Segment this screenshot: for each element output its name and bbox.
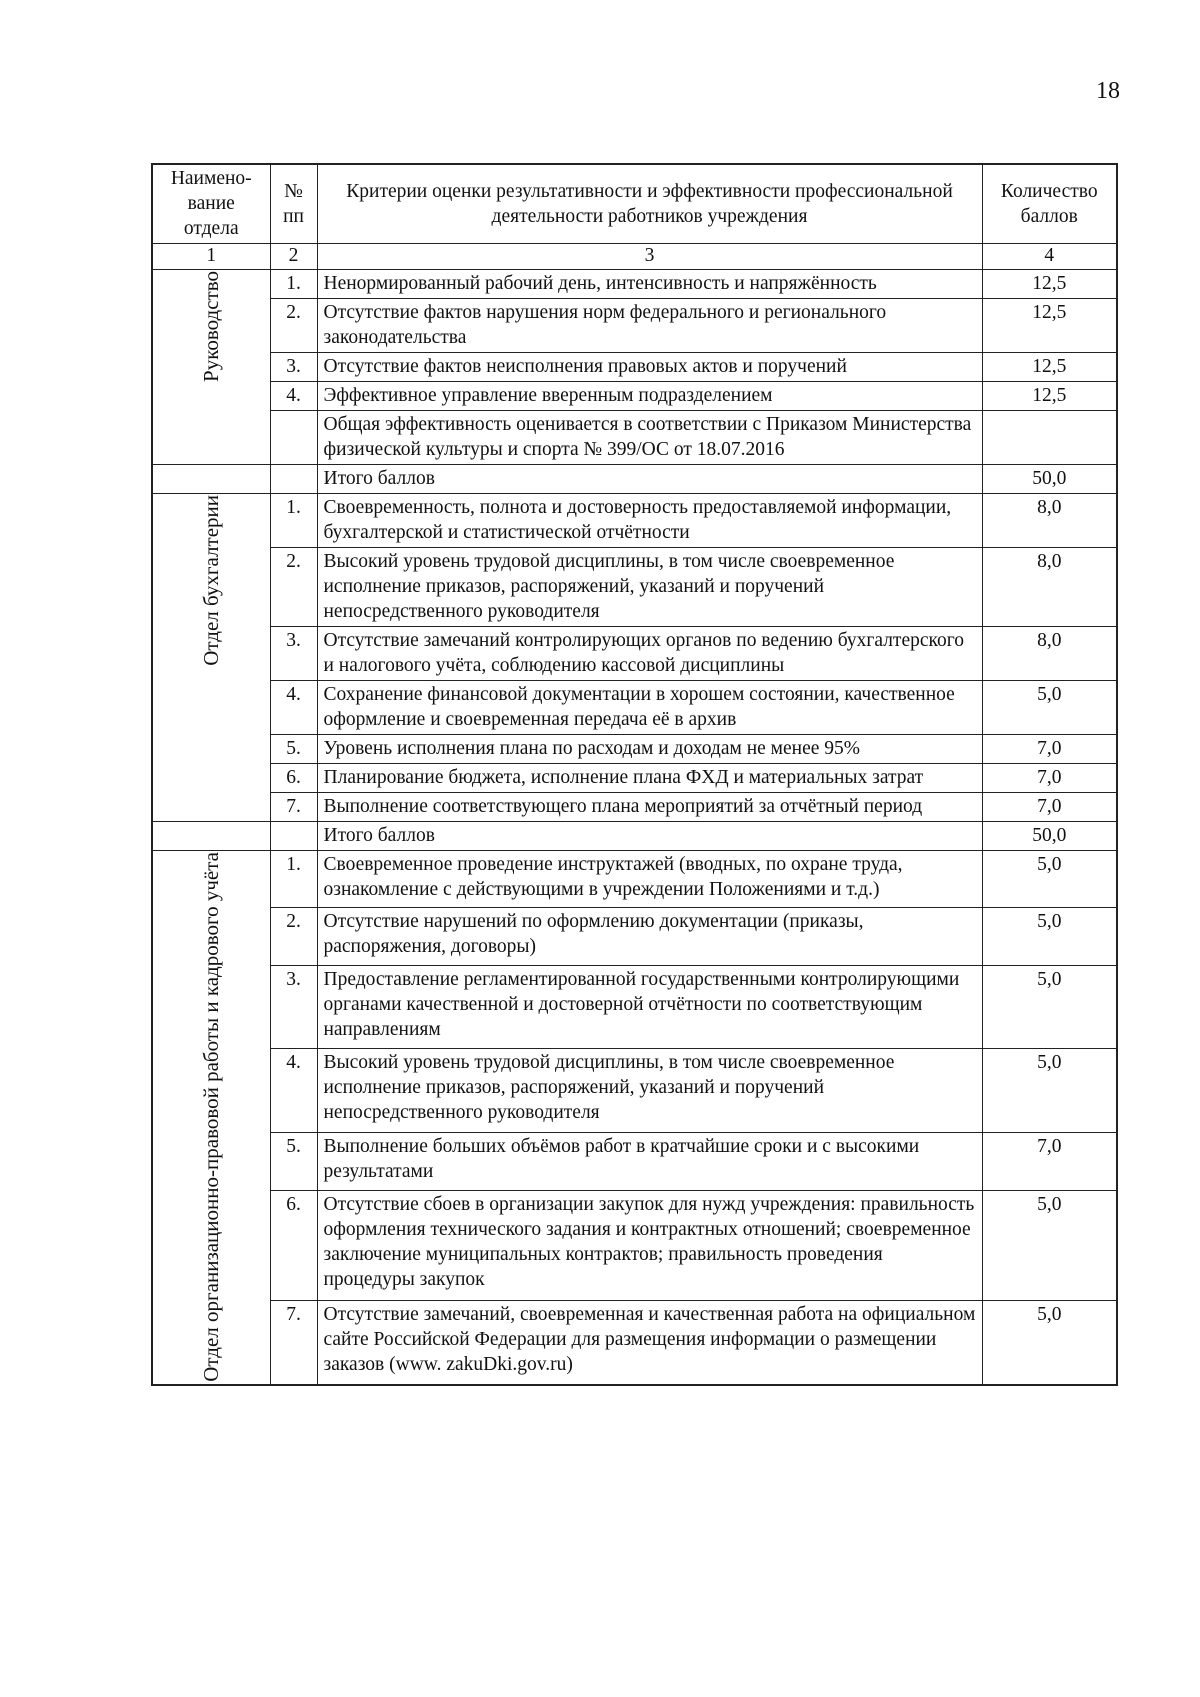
column-index-row bbox=[152, 244, 1117, 270]
score-value: 5,0 bbox=[982, 851, 1117, 908]
row-number-empty bbox=[270, 822, 317, 851]
total-score: 50,0 bbox=[982, 465, 1117, 494]
criterion-text: Отсутствие замечаний контролирующих органов по ведению бухгалтерского и налогового учёта, соблюдению кассовой дисциплины bbox=[317, 627, 982, 681]
row-number: 4. bbox=[270, 382, 317, 411]
criterion-text: Ненормированный рабочий день, интенсивность и напряжённость bbox=[317, 270, 982, 299]
criterion-text: Высокий уровень трудовой дисциплины, в том числе своевременное исполнение приказов, распоряжений, указаний и поручений непосредственного руководителя bbox=[317, 548, 982, 627]
score-value: 7,0 bbox=[982, 764, 1117, 793]
column-index: 3 bbox=[317, 244, 982, 270]
row-number: 4. bbox=[270, 1049, 317, 1133]
table-row bbox=[152, 353, 1117, 382]
score-value: 12,5 bbox=[982, 270, 1117, 299]
table-row bbox=[152, 764, 1117, 793]
score-value: 5,0 bbox=[982, 1190, 1117, 1300]
table-row bbox=[152, 965, 1117, 1049]
row-number: 3. bbox=[270, 965, 317, 1049]
criterion-text: Отсутствие нарушений по оформлению документации (приказы, распоряжения, договоры) bbox=[317, 908, 982, 965]
row-number: 2. bbox=[270, 548, 317, 627]
row-number: 3. bbox=[270, 353, 317, 382]
row-number-empty bbox=[270, 465, 317, 494]
column-index: 1 bbox=[152, 244, 270, 270]
score-value: 8,0 bbox=[982, 548, 1117, 627]
department-empty bbox=[152, 822, 270, 851]
criterion-text: Своевременность, полнота и достоверность предоставляемой информации, бухгалтерской и статистической отчётности bbox=[317, 494, 982, 548]
page-number: 18 bbox=[1096, 78, 1120, 104]
score-value: 5,0 bbox=[982, 1300, 1117, 1384]
row-number: 5. bbox=[270, 1133, 317, 1190]
table-row bbox=[152, 1049, 1117, 1133]
table-row bbox=[152, 1190, 1117, 1300]
table-row bbox=[152, 299, 1117, 353]
table-row bbox=[152, 793, 1117, 822]
table-row bbox=[152, 735, 1117, 764]
criterion-text: Высокий уровень трудовой дисциплины, в том числе своевременное исполнение приказов, распоряжений, указаний и поручений непосредственного руководителя bbox=[317, 1049, 982, 1133]
table-row bbox=[152, 1300, 1117, 1384]
header-department: Наимено-вание отдела bbox=[152, 164, 270, 244]
total-row bbox=[152, 822, 1117, 851]
score-value: 7,0 bbox=[982, 1133, 1117, 1190]
table-row bbox=[152, 1133, 1117, 1190]
criterion-text: Уровень исполнения плана по расходам и доходам не менее 95% bbox=[317, 735, 982, 764]
department-cell bbox=[152, 270, 270, 465]
criterion-text: Отсутствие сбоев в организации закупок для нужд учреждения: правильность оформления технического задания и контрактных отношений; своевременное заключение муниципальных контрактов; правильность проведения процедуры закупок bbox=[317, 1190, 982, 1300]
header-number: № пп bbox=[270, 164, 317, 244]
criterion-text: Отсутствие замечаний, своевременная и качественная работа на официальном сайте Российской Федерации для размещения информации о размещении заказов (www. zakuDki.gov.ru) bbox=[317, 1300, 982, 1384]
table-row bbox=[152, 382, 1117, 411]
row-number: 3. bbox=[270, 627, 317, 681]
score-value: 12,5 bbox=[982, 382, 1117, 411]
row-number: 2. bbox=[270, 299, 317, 353]
score-value: 7,0 bbox=[982, 793, 1117, 822]
column-index: 4 bbox=[982, 244, 1117, 270]
criterion-text: Своевременное проведение инструктажей (вводных, по охране труда, ознакомление с действующими в учреждении Положениями и т.д.) bbox=[317, 851, 982, 908]
criterion-text: Отсутствие фактов неисполнения правовых актов и поручений bbox=[317, 353, 982, 382]
row-number: 4. bbox=[270, 681, 317, 735]
score-value: 7,0 bbox=[982, 735, 1117, 764]
score-empty bbox=[982, 411, 1117, 465]
table-header-row bbox=[152, 164, 1117, 244]
row-number: 1. bbox=[270, 494, 317, 548]
score-value: 12,5 bbox=[982, 299, 1117, 353]
department-name: Отдел бухгалтерии bbox=[199, 495, 224, 666]
criterion-text: Эффективное управление вверенным подразделением bbox=[317, 382, 982, 411]
department-cell bbox=[152, 494, 270, 822]
column-index: 2 bbox=[270, 244, 317, 270]
total-row bbox=[152, 465, 1117, 494]
total-label: Итого баллов bbox=[317, 465, 982, 494]
department-cell bbox=[152, 851, 270, 1385]
table-row bbox=[152, 681, 1117, 735]
table-row bbox=[152, 908, 1117, 965]
row-number: 1. bbox=[270, 851, 317, 908]
criteria-table bbox=[151, 163, 1118, 1386]
department-name: Руководство bbox=[199, 271, 224, 382]
criterion-text: Выполнение больших объёмов работ в кратчайшие сроки и с высокими результатами bbox=[317, 1133, 982, 1190]
criterion-text: Сохранение финансовой документации в хорошем состоянии, качественное оформление и своевременная передача её в архив bbox=[317, 681, 982, 735]
table-row bbox=[152, 494, 1117, 548]
header-score: Количество баллов bbox=[982, 164, 1117, 244]
row-number: 2. bbox=[270, 908, 317, 965]
score-value: 5,0 bbox=[982, 965, 1117, 1049]
table-row bbox=[152, 270, 1117, 299]
table-row bbox=[152, 548, 1117, 627]
score-value: 5,0 bbox=[982, 681, 1117, 735]
table-row bbox=[152, 627, 1117, 681]
total-label: Итого баллов bbox=[317, 822, 982, 851]
row-number: 1. bbox=[270, 270, 317, 299]
score-value: 8,0 bbox=[982, 627, 1117, 681]
row-number: 7. bbox=[270, 793, 317, 822]
row-number: 6. bbox=[270, 764, 317, 793]
section-note: Общая эффективность оценивается в соответствии с Приказом Министерства физической культуры и спорта № 399/ОС от 18.07.2016 bbox=[317, 411, 982, 465]
department-empty bbox=[152, 465, 270, 494]
row-number-empty bbox=[270, 411, 317, 465]
row-number: 7. bbox=[270, 1300, 317, 1384]
table-row bbox=[152, 851, 1117, 908]
row-number: 6. bbox=[270, 1190, 317, 1300]
criterion-text: Отсутствие фактов нарушения норм федерального и регионального законодательства bbox=[317, 299, 982, 353]
criterion-text: Выполнение соответствующего плана мероприятий за отчётный период bbox=[317, 793, 982, 822]
score-value: 8,0 bbox=[982, 494, 1117, 548]
row-number: 5. bbox=[270, 735, 317, 764]
score-value: 5,0 bbox=[982, 908, 1117, 965]
total-score: 50,0 bbox=[982, 822, 1117, 851]
criterion-text: Предоставление регламентированной государственными контролирующими органами качественной и достоверной отчётности по соответствующим направлениям bbox=[317, 965, 982, 1049]
criterion-text: Планирование бюджета, исполнение плана ФХД и материальных затрат bbox=[317, 764, 982, 793]
score-value: 12,5 bbox=[982, 353, 1117, 382]
score-value: 5,0 bbox=[982, 1049, 1117, 1133]
department-name: Отдел организационно-правовой работы и кадрового учёта bbox=[199, 852, 224, 1382]
header-criteria: Критерии оценки результативности и эффективности профессиональной деятельности работников учреждения bbox=[317, 164, 982, 244]
table-row bbox=[152, 411, 1117, 465]
